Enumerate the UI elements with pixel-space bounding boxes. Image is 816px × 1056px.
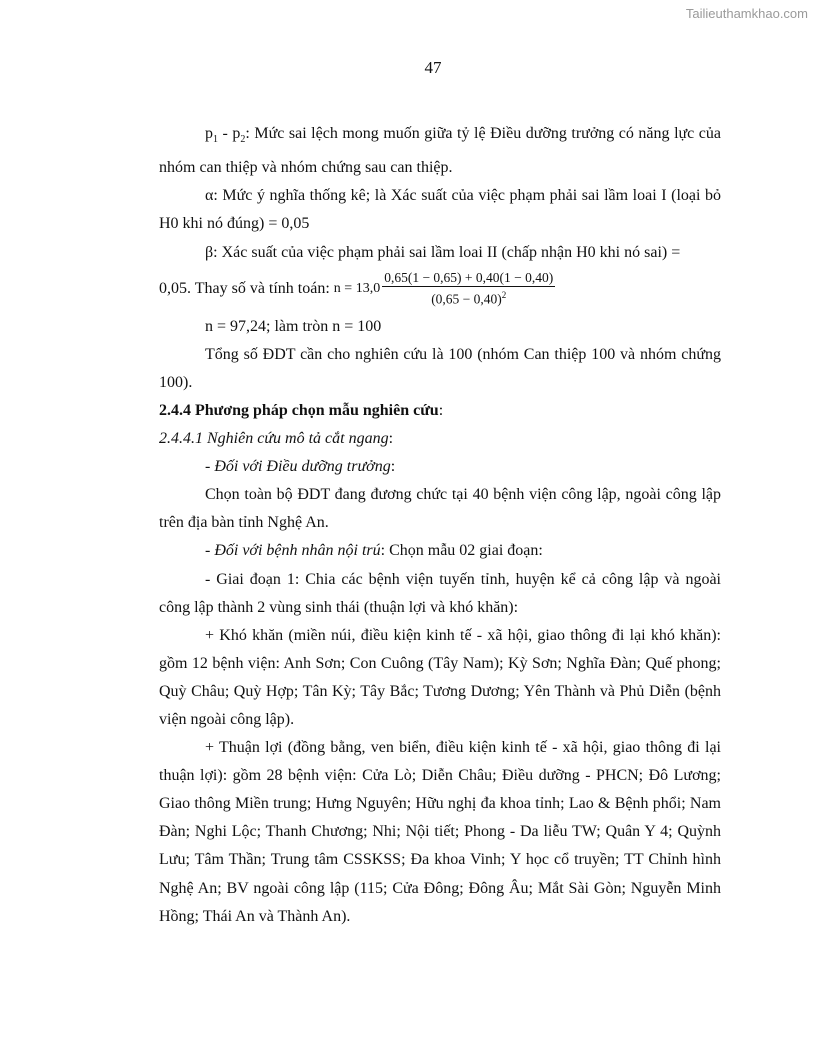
heading-colon: : [438, 401, 444, 419]
formula-lhs: n = 13,0 [333, 280, 381, 296]
nurse-heading-colon: : [390, 458, 396, 476]
section-heading-2-4-4-1 [159, 425, 721, 453]
p-difference-definition [159, 120, 721, 182]
patient-selection [159, 537, 721, 565]
nurse-selection-text: Chọn toàn bộ ĐDT đang đương chức tại 40 bệnh viện công lập, ngoài công lập trên địa bàn tỉnh Nghệ An. [159, 486, 721, 532]
total-sample: Tổng số ĐDT cần cho nghiên cứu là 100 (nhóm Can thiệp 100 và nhóm chứng 100). [159, 345, 721, 391]
p2-subscript: 2 [240, 134, 246, 146]
formula-fraction [382, 269, 555, 308]
alpha-definition: α: Mức ý nghĩa thống kê; là Xác suất của việc phạm phải sai lầm loai I (loại bỏ H0 khi nó đúng) = 0,05 [159, 187, 721, 233]
denominator-text: (0,65 − 0,40) [431, 291, 502, 307]
stage-1: - Giai đoạn 1: Chia các bệnh viện tuyến tỉnh, huyện kể cả công lập và ngoài công lập thành 2 vùng sinh thái (thuận lợi và khó khăn): [159, 570, 721, 616]
formula-numerator: 0,65(1 − 0,65) + 0,40(1 − 0,40) [384, 270, 554, 286]
subheading-text: 2.4.4.1 Nghiên cứu mô tả cắt ngang [159, 430, 389, 448]
watermark: Tailieuthamkhao.com [685, 6, 808, 21]
formula-lead: 0,05. Thay số và tính toán: [159, 279, 330, 297]
sample-size-formula [159, 267, 721, 311]
p1-symbol: p [205, 125, 213, 142]
sub-nurse-heading [159, 453, 721, 481]
patient-text: : Chọn mẫu 02 giai đoạn: [380, 542, 543, 560]
patient-heading-text: - Đối với bệnh nhân nội trú [205, 542, 381, 560]
page-number: 47 [424, 58, 442, 77]
heading-text: 2.4.4 Phương pháp chọn mẫu nghiên cứu [159, 401, 439, 419]
p-definition-text: : Mức sai lệch mong muốn giữa tỷ lệ Điều dưỡng trưởng có năng lực của nhóm can thiệp và nhóm chứng sau can thiệp. [159, 125, 722, 177]
difficult-region: + Khó khăn (miền núi, điều kiện kinh tế - xã hội, giao thông đi lại khó khăn): gồm 12 bệnh viện: Anh Sơn; Con Cuông (Tây Nam); Kỳ Sơn; Nghĩa Đàn; Quế phong; Quỳ Châu; Quỳ Hợp; Tân Kỳ; Tây Bắc; Tương Dương; Yên Thành và Phủ Diễn (bệnh viện ngoài công lập). [159, 626, 721, 728]
page-body [159, 120, 721, 931]
section-heading-2-4-4 [159, 397, 721, 425]
favorable-region: + Thuận lợi (đồng bằng, ven biển, điều kiện kinh tế - xã hội, giao thông đi lại thuận lợi): gồm 28 bệnh viện: Cửa Lò; Diễn Châu; Điều dưỡng - PHCN; Đô Lương; Giao thông Miền trung; Hưng Nguyên; Hữu nghị đa khoa tỉnh; Lao & Bệnh phổi; Nam Đàn; Nghi Lộc; Thanh Chương; Nhi; Nội tiết; Phong - Da liễu TW; Quân Y 4; Quỳnh Lưu; Tâm Thần; Trung tâm CSSKSS; Đa khoa Vinh; Y học cổ truyền; TT Chỉnh hình Nghệ An; BV ngoài công lập (115; Cửa Đông; Đông Âu; Mắt Sài Gòn; Nguyễn Minh Hồng; Thái An và Thành An). [159, 739, 721, 925]
formula-denominator [431, 287, 506, 308]
result-line: n = 97,24; làm tròn n = 100 [205, 317, 382, 335]
p1-subscript: 1 [213, 134, 218, 146]
denominator-exponent: 2 [501, 290, 507, 301]
nurse-heading-text: - Đối với Điều dưỡng trưởng [205, 458, 391, 476]
p2-symbol: - p [218, 125, 241, 142]
subheading-colon: : [388, 430, 394, 448]
beta-definition: β: Xác suất của việc phạm phải sai lầm loai II (chấp nhận H0 khi nó sai) = [205, 243, 681, 261]
